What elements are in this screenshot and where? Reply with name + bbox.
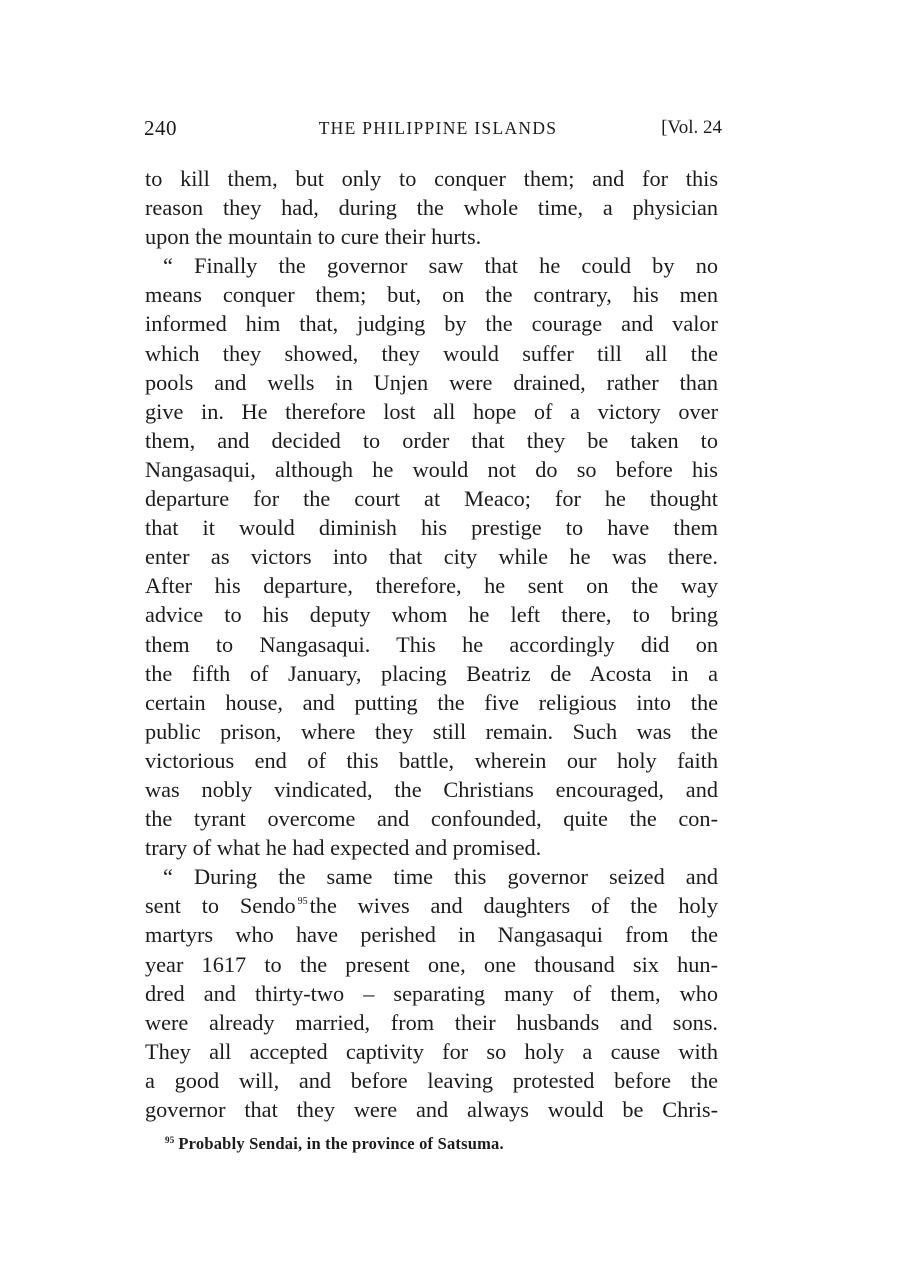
text-line: year 1617 to the present one, one thousand six hun- (145, 951, 718, 977)
text-line: trary of what he had expected and promised. (145, 835, 542, 861)
footnote (165, 1128, 725, 1156)
text-line: that it would diminish his prestige to have them (145, 515, 718, 541)
page-number: 240 (144, 116, 177, 140)
text-line: “ During the same time this governor seized and (163, 864, 718, 890)
running-head (144, 113, 722, 143)
text-line: informed him that, judging by the courage and valor (145, 311, 718, 337)
text-line: them, and decided to order that they be taken to (145, 427, 718, 453)
text-line: give in. He therefore lost all hope of a victory over (145, 398, 718, 424)
text-line: dred and thirty-two – separating many of them, who (145, 980, 718, 1006)
text-line: After his departure, therefore, he sent on the way (145, 573, 718, 599)
text-fragment: the wives and daughters of the holy (309, 893, 718, 919)
body-text (145, 164, 718, 1124)
text-line: martyrs who have perished in Nangasaqui from the (145, 922, 718, 948)
text-line: means conquer them; but, on the contrary, his men (145, 282, 718, 308)
text-line: “ Finally the governor saw that he could by no (163, 253, 718, 279)
text-line: public prison, where they still remain. Such was the (145, 718, 718, 744)
text-line: them to Nangasaqui. This he accordingly did on (145, 631, 718, 657)
text-line: was nobly vindicated, the Christians encouraged, and (145, 776, 718, 802)
text-line: upon the mountain to cure their hurts. (145, 224, 482, 250)
text-line: the fifth of January, placing Beatriz de Acosta in a (145, 660, 718, 686)
text-line: pools and wells in Unjen were drained, rather than (145, 369, 718, 395)
text-line: departure for the court at Meaco; for he thought (145, 486, 718, 512)
text-line: certain house, and putting the five religious into the (145, 689, 718, 715)
text-line: to kill them, but only to conquer them; and for this (145, 166, 718, 191)
text-line: victorious end of this battle, wherein our holy faith (145, 747, 718, 773)
text-line: reason they had, during the whole time, a physician (145, 195, 718, 221)
text-line: were already married, from their husbands and sons. (145, 1009, 718, 1035)
text-line: a good will, and before leaving protested before the (145, 1067, 718, 1093)
text-line: the tyrant overcome and confounded, quite the con- (145, 806, 718, 832)
text-line: advice to his deputy whom he left there, to bring (145, 602, 718, 628)
book-title: THE PHILIPPINE ISLANDS (318, 118, 558, 138)
text-line: which they showed, they would suffer till all the (145, 340, 718, 366)
volume-label: [Vol. 24 (661, 117, 722, 138)
footnote-text: Probably Sendai, in the province of Satsuma. (178, 1134, 504, 1153)
text-line: governor that they were and always would be Chris- (145, 1097, 718, 1122)
footnote-mark: 95 (165, 1135, 175, 1145)
text-line: They all accepted captivity for so holy a cause with (145, 1038, 718, 1064)
footnote-reference: 95 (297, 896, 308, 908)
text-line: enter as victors into that city while he was there. (145, 544, 718, 570)
text-line-with-footnote-ref (145, 891, 718, 920)
text-fragment: sent to Sendo (145, 893, 296, 919)
text-line: Nangasaqui, although he would not do so before his (145, 456, 718, 482)
